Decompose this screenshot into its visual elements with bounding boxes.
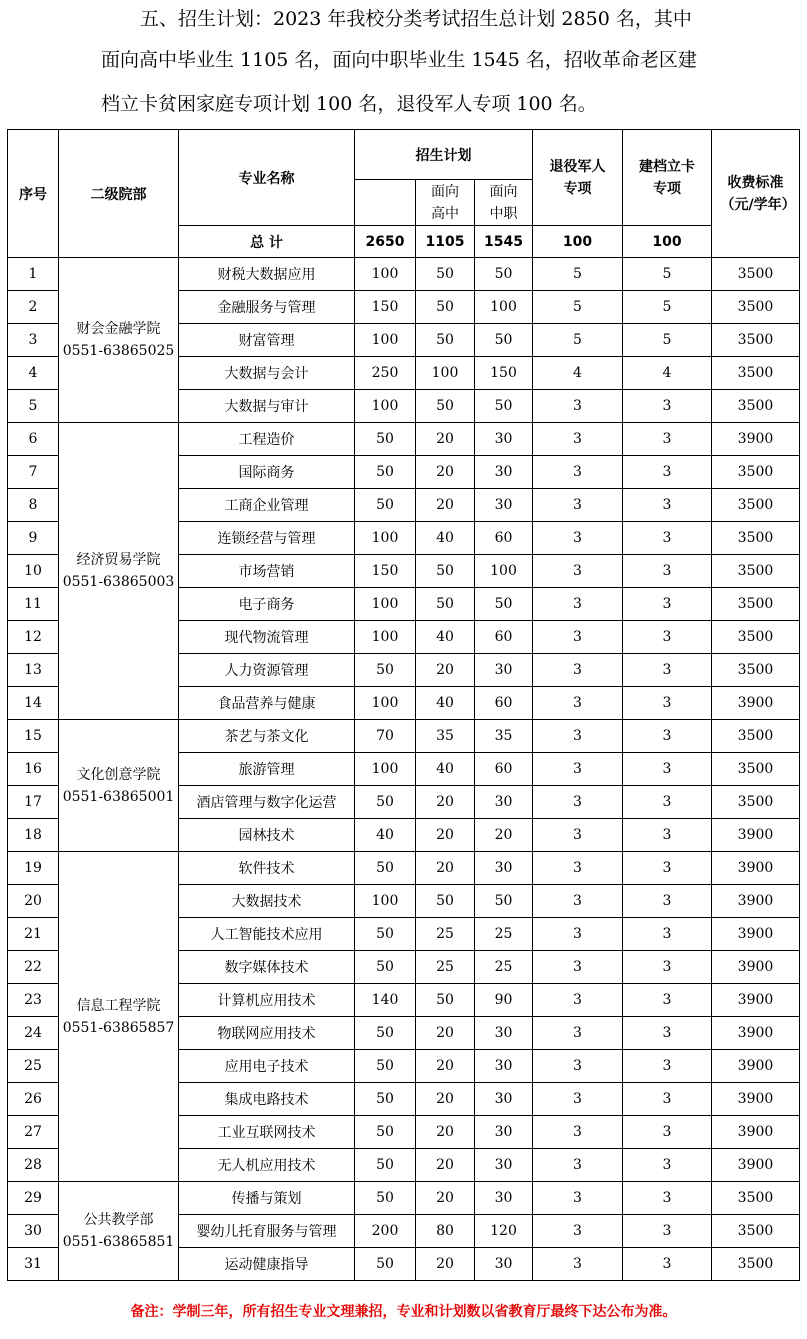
cell-seq: 31 xyxy=(8,1248,59,1281)
cell-vocational: 30 xyxy=(475,423,533,456)
cell-plan: 50 xyxy=(355,852,416,885)
cell-major: 现代物流管理 xyxy=(179,621,355,654)
cell-plan: 200 xyxy=(355,1215,416,1248)
intro-paragraph xyxy=(0,0,807,126)
cell-plan: 50 xyxy=(355,1083,416,1116)
cell-plan: 70 xyxy=(355,720,416,753)
cell-department xyxy=(59,423,179,720)
cell-plan: 50 xyxy=(355,489,416,522)
cell-veteran: 3 xyxy=(533,588,623,621)
cell-veteran: 3 xyxy=(533,720,623,753)
cell-veteran: 3 xyxy=(533,1149,623,1182)
cell-poverty: 3 xyxy=(623,654,712,687)
cell-major: 工业互联网技术 xyxy=(179,1116,355,1149)
cell-seq: 18 xyxy=(8,819,59,852)
cell-poverty: 3 xyxy=(623,1182,712,1215)
department-name: 文化创意学院 xyxy=(76,766,161,783)
cell-plan: 100 xyxy=(355,753,416,786)
cell-poverty: 3 xyxy=(623,1050,712,1083)
cell-poverty: 5 xyxy=(623,291,712,324)
department-name: 财会金融学院 xyxy=(76,321,161,337)
cell-major: 财富管理 xyxy=(179,324,355,357)
cell-seq: 28 xyxy=(8,1149,59,1182)
cell-poverty: 5 xyxy=(623,258,712,291)
cell-major: 园林技术 xyxy=(179,819,355,852)
cell-fee: 3900 xyxy=(712,885,800,918)
cell-major: 大数据技术 xyxy=(179,885,355,918)
cell-veteran: 3 xyxy=(533,951,623,984)
cell-high: 20 xyxy=(416,819,475,852)
total-label: 总 计 xyxy=(179,226,355,258)
cell-plan: 150 xyxy=(355,555,416,588)
cell-high: 35 xyxy=(416,720,475,753)
cell-high: 40 xyxy=(416,522,475,555)
cell-high: 50 xyxy=(416,258,475,291)
cell-vocational: 30 xyxy=(475,786,533,819)
total-high: 1105 xyxy=(416,226,475,258)
cell-veteran: 3 xyxy=(533,984,623,1017)
cell-major: 软件技术 xyxy=(179,852,355,885)
cell-veteran: 3 xyxy=(533,918,623,951)
cell-plan: 100 xyxy=(355,621,416,654)
total-vocational: 1545 xyxy=(475,226,533,258)
cell-plan: 50 xyxy=(355,1017,416,1050)
cell-seq: 21 xyxy=(8,918,59,951)
cell-vocational: 100 xyxy=(475,555,533,588)
cell-fee: 3500 xyxy=(712,1182,800,1215)
cell-seq: 20 xyxy=(8,885,59,918)
cell-fee: 3500 xyxy=(712,324,800,357)
cell-poverty: 3 xyxy=(623,423,712,456)
cell-high: 50 xyxy=(416,555,475,588)
cell-vocational: 30 xyxy=(475,489,533,522)
cell-fee: 3500 xyxy=(712,357,800,390)
cell-high: 50 xyxy=(416,984,475,1017)
cell-vocational: 60 xyxy=(475,753,533,786)
cell-major: 大数据与审计 xyxy=(179,390,355,423)
cell-high: 20 xyxy=(416,1050,475,1083)
cell-poverty: 3 xyxy=(623,720,712,753)
cell-high: 50 xyxy=(416,291,475,324)
cell-veteran: 3 xyxy=(533,654,623,687)
cell-fee: 3900 xyxy=(712,918,800,951)
cell-high: 40 xyxy=(416,753,475,786)
cell-fee: 3500 xyxy=(712,258,800,291)
cell-major: 食品营养与健康 xyxy=(179,687,355,720)
cell-poverty: 5 xyxy=(623,324,712,357)
cell-vocational: 50 xyxy=(475,588,533,621)
cell-veteran: 3 xyxy=(533,1050,623,1083)
cell-vocational: 30 xyxy=(475,1116,533,1149)
cell-fee: 3500 xyxy=(712,588,800,621)
cell-seq: 27 xyxy=(8,1116,59,1149)
cell-poverty: 3 xyxy=(623,390,712,423)
cell-plan: 50 xyxy=(355,1149,416,1182)
cell-fee: 3900 xyxy=(712,1017,800,1050)
cell-vocational: 30 xyxy=(475,852,533,885)
cell-seq: 24 xyxy=(8,1017,59,1050)
cell-fee: 3500 xyxy=(712,1248,800,1281)
cell-high: 20 xyxy=(416,852,475,885)
cell-seq: 14 xyxy=(8,687,59,720)
cell-fee: 3900 xyxy=(712,1149,800,1182)
cell-veteran: 3 xyxy=(533,489,623,522)
header-fee: 收费标准（元/学年） xyxy=(712,130,800,258)
cell-poverty: 3 xyxy=(623,984,712,1017)
cell-veteran: 3 xyxy=(533,1215,623,1248)
cell-poverty: 3 xyxy=(623,1215,712,1248)
cell-high: 40 xyxy=(416,621,475,654)
cell-poverty: 3 xyxy=(623,1248,712,1281)
cell-poverty: 3 xyxy=(623,786,712,819)
cell-fee: 3500 xyxy=(712,390,800,423)
cell-major: 数字媒体技术 xyxy=(179,951,355,984)
cell-major: 婴幼儿托育服务与管理 xyxy=(179,1215,355,1248)
cell-department xyxy=(59,258,179,423)
cell-vocational: 50 xyxy=(475,258,533,291)
cell-veteran: 3 xyxy=(533,522,623,555)
cell-seq: 10 xyxy=(8,555,59,588)
cell-veteran: 3 xyxy=(533,1116,623,1149)
header-plan-blank xyxy=(355,180,416,226)
cell-poverty: 3 xyxy=(623,753,712,786)
intro-line-3: 档立卡贫困家庭专项计划 100 名，退役军人专项 100 名。 xyxy=(101,93,597,115)
cell-high: 20 xyxy=(416,1149,475,1182)
cell-plan: 250 xyxy=(355,357,416,390)
cell-fee: 3500 xyxy=(712,621,800,654)
cell-high: 20 xyxy=(416,1083,475,1116)
cell-veteran: 3 xyxy=(533,852,623,885)
cell-plan: 40 xyxy=(355,819,416,852)
cell-major: 集成电路技术 xyxy=(179,1083,355,1116)
cell-major: 金融服务与管理 xyxy=(179,291,355,324)
cell-seq: 8 xyxy=(8,489,59,522)
cell-major: 财税大数据应用 xyxy=(179,258,355,291)
cell-veteran: 5 xyxy=(533,291,623,324)
cell-plan: 50 xyxy=(355,918,416,951)
cell-major: 酒店管理与数字化运营 xyxy=(179,786,355,819)
header-seq: 序号 xyxy=(8,130,59,258)
cell-major: 运动健康指导 xyxy=(179,1248,355,1281)
cell-major: 大数据与会计 xyxy=(179,357,355,390)
table-body xyxy=(8,258,800,1281)
table-row xyxy=(8,852,800,885)
department-name: 信息工程学院 xyxy=(76,997,161,1014)
cell-plan: 50 xyxy=(355,1116,416,1149)
cell-vocational: 100 xyxy=(475,291,533,324)
cell-seq: 16 xyxy=(8,753,59,786)
cell-vocational: 30 xyxy=(475,1017,533,1050)
cell-major: 工程造价 xyxy=(179,423,355,456)
cell-poverty: 4 xyxy=(623,357,712,390)
cell-fee: 3900 xyxy=(712,984,800,1017)
cell-vocational: 60 xyxy=(475,621,533,654)
total-plan: 2650 xyxy=(355,226,416,258)
cell-plan: 100 xyxy=(355,390,416,423)
cell-vocational: 50 xyxy=(475,885,533,918)
cell-veteran: 5 xyxy=(533,324,623,357)
cell-veteran: 3 xyxy=(533,456,623,489)
intro-line-2: 面向高中毕业生 1105 名，面向中职毕业生 1545 名，招收革命老区建 xyxy=(101,49,697,71)
table-row xyxy=(8,1182,800,1215)
cell-poverty: 3 xyxy=(623,489,712,522)
cell-vocational: 30 xyxy=(475,1083,533,1116)
cell-fee: 3500 xyxy=(712,489,800,522)
cell-veteran: 3 xyxy=(533,786,623,819)
cell-seq: 22 xyxy=(8,951,59,984)
cell-major: 国际商务 xyxy=(179,456,355,489)
cell-poverty: 3 xyxy=(623,918,712,951)
cell-veteran: 3 xyxy=(533,1248,623,1281)
cell-veteran: 3 xyxy=(533,753,623,786)
cell-high: 25 xyxy=(416,951,475,984)
cell-plan: 100 xyxy=(355,687,416,720)
department-phone: 0551-63865025 xyxy=(62,343,175,359)
cell-vocational: 30 xyxy=(475,1182,533,1215)
cell-vocational: 25 xyxy=(475,918,533,951)
cell-high: 40 xyxy=(416,687,475,720)
table-row xyxy=(8,258,800,291)
cell-major: 旅游管理 xyxy=(179,753,355,786)
cell-veteran: 3 xyxy=(533,687,623,720)
cell-seq: 7 xyxy=(8,456,59,489)
department-phone: 0551-63865003 xyxy=(62,574,175,590)
cell-fee: 3900 xyxy=(712,687,800,720)
cell-seq: 25 xyxy=(8,1050,59,1083)
cell-vocational: 30 xyxy=(475,1149,533,1182)
department-name: 经济贸易学院 xyxy=(76,552,161,568)
cell-poverty: 3 xyxy=(623,951,712,984)
cell-fee: 3900 xyxy=(712,1116,800,1149)
cell-seq: 2 xyxy=(8,291,59,324)
cell-veteran: 3 xyxy=(533,555,623,588)
cell-vocational: 20 xyxy=(475,819,533,852)
header-dept: 二级院部 xyxy=(59,130,179,258)
cell-high: 20 xyxy=(416,423,475,456)
cell-major: 市场营销 xyxy=(179,555,355,588)
cell-major: 连锁经营与管理 xyxy=(179,522,355,555)
cell-seq: 3 xyxy=(8,324,59,357)
cell-seq: 23 xyxy=(8,984,59,1017)
department-phone: 0551-63865857 xyxy=(62,1019,175,1036)
cell-department xyxy=(59,1182,179,1281)
cell-major: 应用电子技术 xyxy=(179,1050,355,1083)
cell-seq: 17 xyxy=(8,786,59,819)
cell-seq: 15 xyxy=(8,720,59,753)
cell-plan: 50 xyxy=(355,423,416,456)
total-poverty: 100 xyxy=(623,226,712,258)
cell-fee: 3900 xyxy=(712,423,800,456)
table-row xyxy=(8,423,800,456)
cell-major: 电子商务 xyxy=(179,588,355,621)
cell-fee: 3500 xyxy=(712,555,800,588)
cell-veteran: 3 xyxy=(533,1083,623,1116)
cell-vocational: 30 xyxy=(475,1050,533,1083)
cell-plan: 50 xyxy=(355,1248,416,1281)
cell-plan: 50 xyxy=(355,951,416,984)
cell-fee: 3900 xyxy=(712,1050,800,1083)
cell-vocational: 50 xyxy=(475,324,533,357)
cell-vocational: 25 xyxy=(475,951,533,984)
cell-seq: 26 xyxy=(8,1083,59,1116)
cell-high: 80 xyxy=(416,1215,475,1248)
cell-major: 传播与策划 xyxy=(179,1182,355,1215)
cell-plan: 140 xyxy=(355,984,416,1017)
cell-high: 20 xyxy=(416,654,475,687)
cell-high: 100 xyxy=(416,357,475,390)
department-phone: 0551-63865001 xyxy=(62,788,175,805)
cell-veteran: 3 xyxy=(533,819,623,852)
cell-high: 50 xyxy=(416,324,475,357)
cell-poverty: 3 xyxy=(623,819,712,852)
cell-fee: 3900 xyxy=(712,852,800,885)
cell-vocational: 90 xyxy=(475,984,533,1017)
cell-veteran: 3 xyxy=(533,885,623,918)
cell-veteran: 4 xyxy=(533,357,623,390)
header-plan-vocational: 面向中职 xyxy=(475,180,533,226)
cell-veteran: 3 xyxy=(533,621,623,654)
cell-fee: 3500 xyxy=(712,456,800,489)
cell-seq: 12 xyxy=(8,621,59,654)
header-poverty: 建档立卡专项 xyxy=(623,130,712,226)
cell-poverty: 3 xyxy=(623,522,712,555)
department-name: 公共教学部 xyxy=(83,1212,154,1228)
cell-major: 人工智能技术应用 xyxy=(179,918,355,951)
cell-plan: 50 xyxy=(355,654,416,687)
cell-plan: 150 xyxy=(355,291,416,324)
cell-poverty: 3 xyxy=(623,456,712,489)
cell-high: 20 xyxy=(416,456,475,489)
cell-vocational: 60 xyxy=(475,687,533,720)
cell-high: 50 xyxy=(416,588,475,621)
cell-poverty: 3 xyxy=(623,1017,712,1050)
cell-poverty: 3 xyxy=(623,687,712,720)
cell-poverty: 3 xyxy=(623,852,712,885)
cell-fee: 3900 xyxy=(712,951,800,984)
cell-plan: 50 xyxy=(355,1050,416,1083)
cell-seq: 1 xyxy=(8,258,59,291)
cell-vocational: 35 xyxy=(475,720,533,753)
cell-fee: 3500 xyxy=(712,720,800,753)
footnote: 备注：学制三年，所有招生专业文理兼招，专业和计划数以省教育厅最终下达公布为准。 xyxy=(130,1304,677,1320)
cell-veteran: 3 xyxy=(533,390,623,423)
cell-seq: 13 xyxy=(8,654,59,687)
cell-poverty: 3 xyxy=(623,1116,712,1149)
cell-plan: 50 xyxy=(355,456,416,489)
cell-seq: 30 xyxy=(8,1215,59,1248)
cell-poverty: 3 xyxy=(623,555,712,588)
cell-high: 20 xyxy=(416,1182,475,1215)
cell-vocational: 30 xyxy=(475,654,533,687)
cell-fee: 3900 xyxy=(712,819,800,852)
cell-poverty: 3 xyxy=(623,588,712,621)
cell-high: 20 xyxy=(416,489,475,522)
intro-line-1: 五、招生计划：2023 年我校分类考试招生总计划 2850 名，其中 xyxy=(140,8,692,30)
cell-plan: 100 xyxy=(355,258,416,291)
cell-veteran: 3 xyxy=(533,1017,623,1050)
cell-major: 物联网应用技术 xyxy=(179,1017,355,1050)
table-row xyxy=(8,720,800,753)
cell-fee: 3500 xyxy=(712,291,800,324)
cell-major: 无人机应用技术 xyxy=(179,1149,355,1182)
cell-fee: 3500 xyxy=(712,1215,800,1248)
total-veteran: 100 xyxy=(533,226,623,258)
enrollment-plan-table xyxy=(7,129,800,1281)
cell-fee: 3500 xyxy=(712,786,800,819)
cell-vocational: 120 xyxy=(475,1215,533,1248)
cell-fee: 3500 xyxy=(712,522,800,555)
cell-seq: 4 xyxy=(8,357,59,390)
cell-poverty: 3 xyxy=(623,1149,712,1182)
cell-plan: 100 xyxy=(355,885,416,918)
cell-seq: 6 xyxy=(8,423,59,456)
header-plan-high: 面向高中 xyxy=(416,180,475,226)
cell-poverty: 3 xyxy=(623,621,712,654)
cell-major: 人力资源管理 xyxy=(179,654,355,687)
cell-vocational: 30 xyxy=(475,1248,533,1281)
cell-seq: 19 xyxy=(8,852,59,885)
cell-poverty: 3 xyxy=(623,885,712,918)
cell-fee: 3500 xyxy=(712,753,800,786)
cell-seq: 5 xyxy=(8,390,59,423)
cell-vocational: 150 xyxy=(475,357,533,390)
cell-seq: 11 xyxy=(8,588,59,621)
header-major: 专业名称 xyxy=(179,130,355,226)
cell-vocational: 30 xyxy=(475,456,533,489)
header-plan: 招生计划 xyxy=(355,130,533,180)
cell-high: 20 xyxy=(416,1248,475,1281)
cell-high: 20 xyxy=(416,1116,475,1149)
cell-high: 20 xyxy=(416,1017,475,1050)
cell-department xyxy=(59,720,179,852)
cell-high: 50 xyxy=(416,390,475,423)
cell-high: 25 xyxy=(416,918,475,951)
cell-plan: 50 xyxy=(355,1182,416,1215)
cell-vocational: 50 xyxy=(475,390,533,423)
cell-plan: 100 xyxy=(355,588,416,621)
cell-plan: 50 xyxy=(355,786,416,819)
cell-plan: 100 xyxy=(355,324,416,357)
cell-major: 工商企业管理 xyxy=(179,489,355,522)
cell-veteran: 5 xyxy=(533,258,623,291)
cell-major: 茶艺与茶文化 xyxy=(179,720,355,753)
cell-vocational: 60 xyxy=(475,522,533,555)
cell-seq: 9 xyxy=(8,522,59,555)
cell-department xyxy=(59,852,179,1182)
cell-seq: 29 xyxy=(8,1182,59,1215)
cell-veteran: 3 xyxy=(533,423,623,456)
cell-major: 计算机应用技术 xyxy=(179,984,355,1017)
department-phone: 0551-63865851 xyxy=(62,1234,175,1250)
cell-poverty: 3 xyxy=(623,1083,712,1116)
cell-high: 20 xyxy=(416,786,475,819)
cell-high: 50 xyxy=(416,885,475,918)
cell-fee: 3900 xyxy=(712,1083,800,1116)
cell-fee: 3500 xyxy=(712,654,800,687)
cell-plan: 100 xyxy=(355,522,416,555)
cell-veteran: 3 xyxy=(533,1182,623,1215)
header-veteran: 退役军人专项 xyxy=(533,130,623,226)
